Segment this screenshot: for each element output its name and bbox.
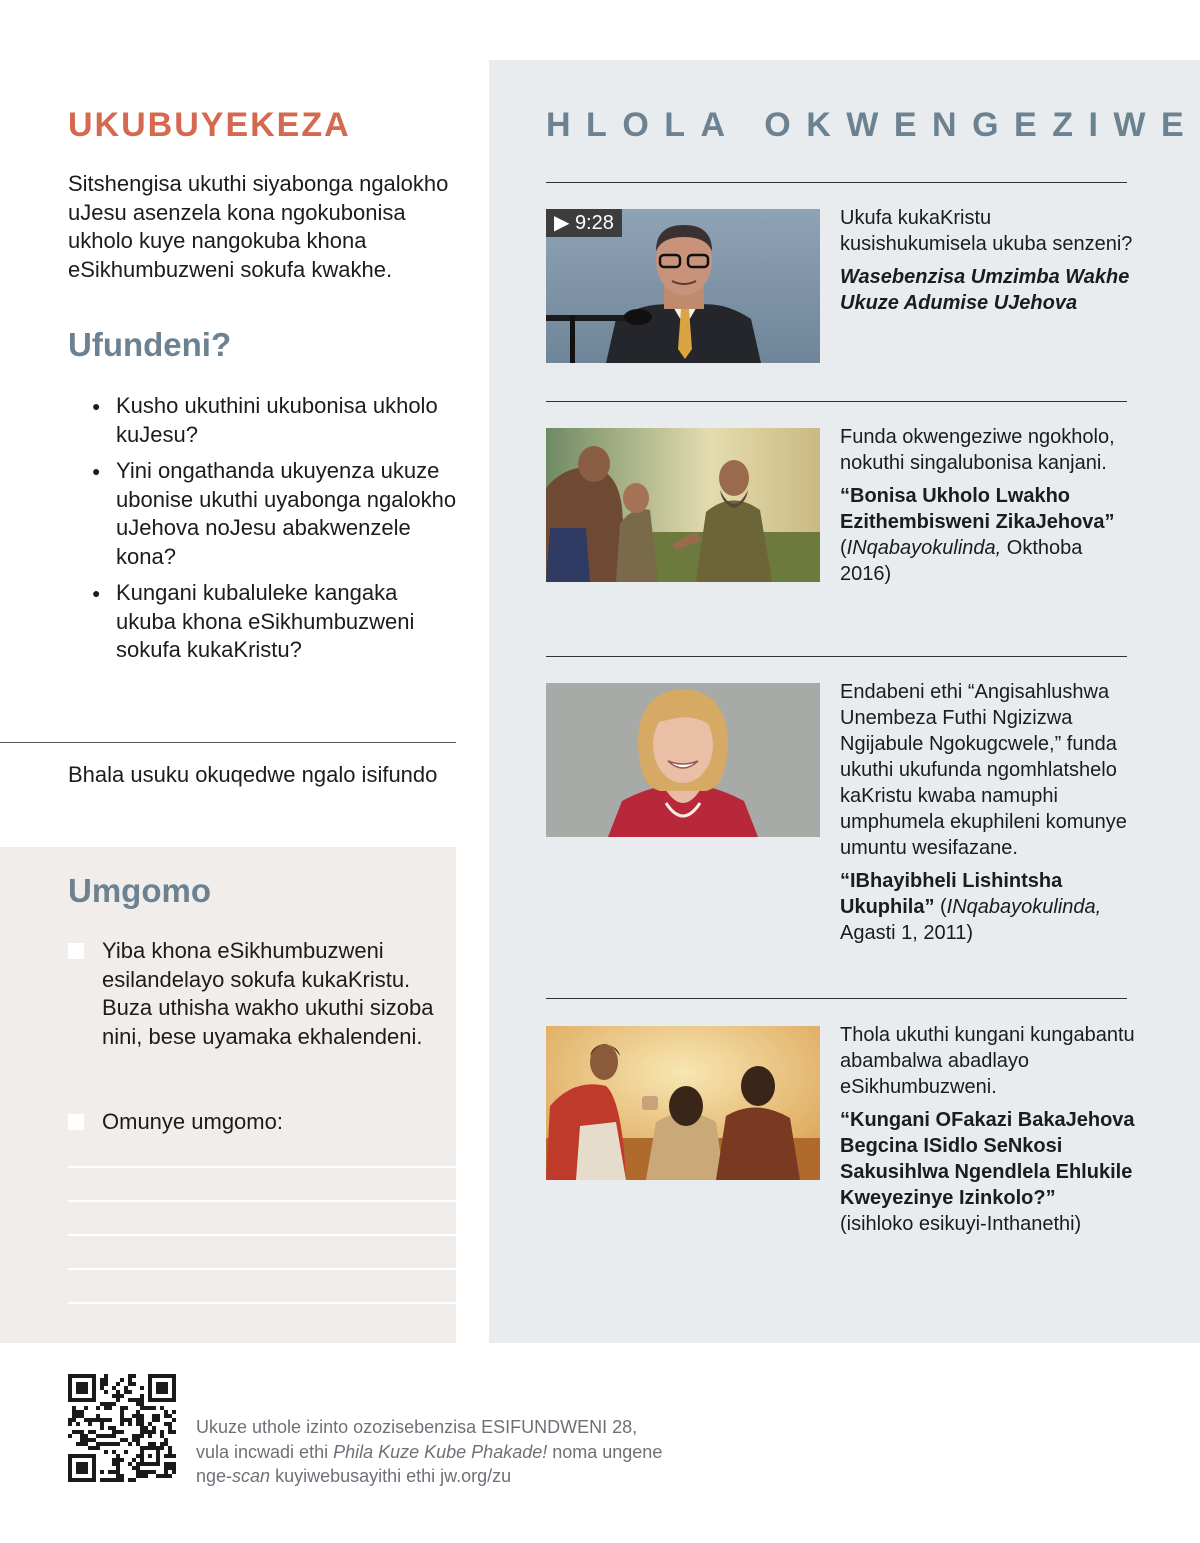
- entry-title-link[interactable]: “IBhayibheli Lishintsha Ukuphila” (INqabayokulinda, Agasti 1, 2011): [840, 870, 1102, 944]
- explore-title: HLOLA OKWENGEZIWE: [546, 106, 1200, 144]
- date-prompt: Bhala usuku okuqedwe ngalo isifundo: [68, 762, 438, 787]
- men-talking-image: [546, 428, 820, 582]
- goal-checkbox[interactable]: [68, 943, 84, 959]
- review-title: UKUBUYEKEZA: [68, 106, 351, 144]
- lords-supper-image: [546, 1026, 820, 1180]
- write-line[interactable]: [68, 1234, 456, 1236]
- entry-title-link[interactable]: “Kungani OFakazi BakaJehova Begcina ISidlo SeNkosi Sakusihlwa Ngendlela Ehlukile Kweyezinye Izinkolo?”: [840, 1109, 1135, 1209]
- entry-source: (INqabayokulinda, Okthoba 2016): [840, 537, 1083, 585]
- entry-description: Endabeni ethi “Angisahlushwa Unembeza Futhi Ngizizwa Ngijabule Ngokugcwele,” funda ukuthi ukufunda ngomhlatshelo kaKristu kwaba namuphi umphumela ekuphileni komunye umuntu wesifazane.: [840, 681, 1127, 859]
- question-item: ● Kungani kubaluleke kangaka ukuba khona eSikhumbuzweni sokufa kukaKristu?: [92, 579, 458, 665]
- learn-title: Ufundeni?: [68, 326, 232, 363]
- section-rule: [546, 401, 1127, 402]
- divider: [0, 742, 456, 743]
- entry-source: (isihloko esikuyi-Inthanethi): [840, 1213, 1082, 1235]
- entry-description: Thola ukuthi kungani kungabantu abambalwa abadlayo eSikhumbuzweni.: [840, 1024, 1135, 1098]
- smiling-woman-image: [546, 683, 820, 837]
- qr-code[interactable]: [68, 1374, 176, 1482]
- explore-entry: [840, 679, 1135, 946]
- question-item: ● Kusho ukuthini ukubonisa ukholo kuJesu?: [92, 392, 458, 449]
- question-list: [92, 392, 458, 673]
- review-text: Sitshengisa ukuthi siyabonga ngalokho uJesu asenzela kona ngokubonisa ukholo kuye nangokuba khona eSikhumbuzweni sokufa kwakhe.: [68, 171, 449, 282]
- entry-description: Funda okwengeziwe ngokholo, nokuthi singalubonisa kanjani.: [840, 426, 1115, 474]
- video-duration-badge: ▶ 9:28: [546, 209, 622, 237]
- website-link[interactable]: kuyiwebusayithi ethi jw.org/zu: [270, 1466, 512, 1486]
- section-rule: [546, 656, 1127, 657]
- article-thumbnail-woman[interactable]: [546, 683, 820, 837]
- write-line[interactable]: [68, 1268, 456, 1270]
- article-thumbnail-supper[interactable]: [546, 1026, 820, 1180]
- explore-entry: [840, 424, 1135, 587]
- footer-line: vula incwadi ethi Phila Kuze Kube Phakade! noma ungene: [196, 1441, 663, 1462]
- footer-text: [196, 1415, 716, 1489]
- goal-checkbox[interactable]: [68, 1114, 84, 1130]
- explore-entry: [840, 1022, 1135, 1237]
- video-thumbnail-speaker[interactable]: [546, 209, 820, 363]
- section-rule: [546, 182, 1127, 183]
- write-line[interactable]: [68, 1302, 456, 1304]
- write-line[interactable]: [68, 1166, 456, 1168]
- goal-item: [68, 937, 438, 1051]
- qr-code-graphic: [68, 1374, 176, 1482]
- article-thumbnail-men[interactable]: [546, 428, 820, 582]
- write-line[interactable]: [68, 1200, 456, 1202]
- goal-item: [68, 1108, 438, 1137]
- footer-line: nge-scan kuyiwebusayithi ethi jw.org/zu: [196, 1466, 512, 1486]
- goal-text: Yiba khona eSikhumbuzweni esilandelayo sokufa kukaKristu. Buza uthisha wakho ukuthi sizoba nini, bese uyamaka ekhalendeni.: [102, 938, 434, 1049]
- question-item: ● Yini ongathanda ukuyenza ukuze ubonise ukuthi uyabonga ngalokho uJehova noJesu abakwenzele kona?: [92, 457, 458, 571]
- entry-title-link[interactable]: Wasebenzisa Umzimba Wakhe Ukuze Adumise UJehova: [840, 266, 1130, 314]
- entry-description: Ukufa kukaKristu kusishukumisela ukuba senzeni?: [840, 207, 1133, 255]
- section-rule: [546, 998, 1127, 999]
- goal-text: Omunye umgomo:: [102, 1109, 283, 1134]
- explore-entry: [840, 205, 1135, 316]
- entry-title-link[interactable]: “Bonisa Ukholo Lwakho Ezithembisweni ZikaJehova”: [840, 485, 1115, 533]
- goal-title: Umgomo: [68, 872, 211, 909]
- footer-line: Ukuze uthole izinto ozozisebenzisa ESIFUNDWENI 28,: [196, 1417, 638, 1437]
